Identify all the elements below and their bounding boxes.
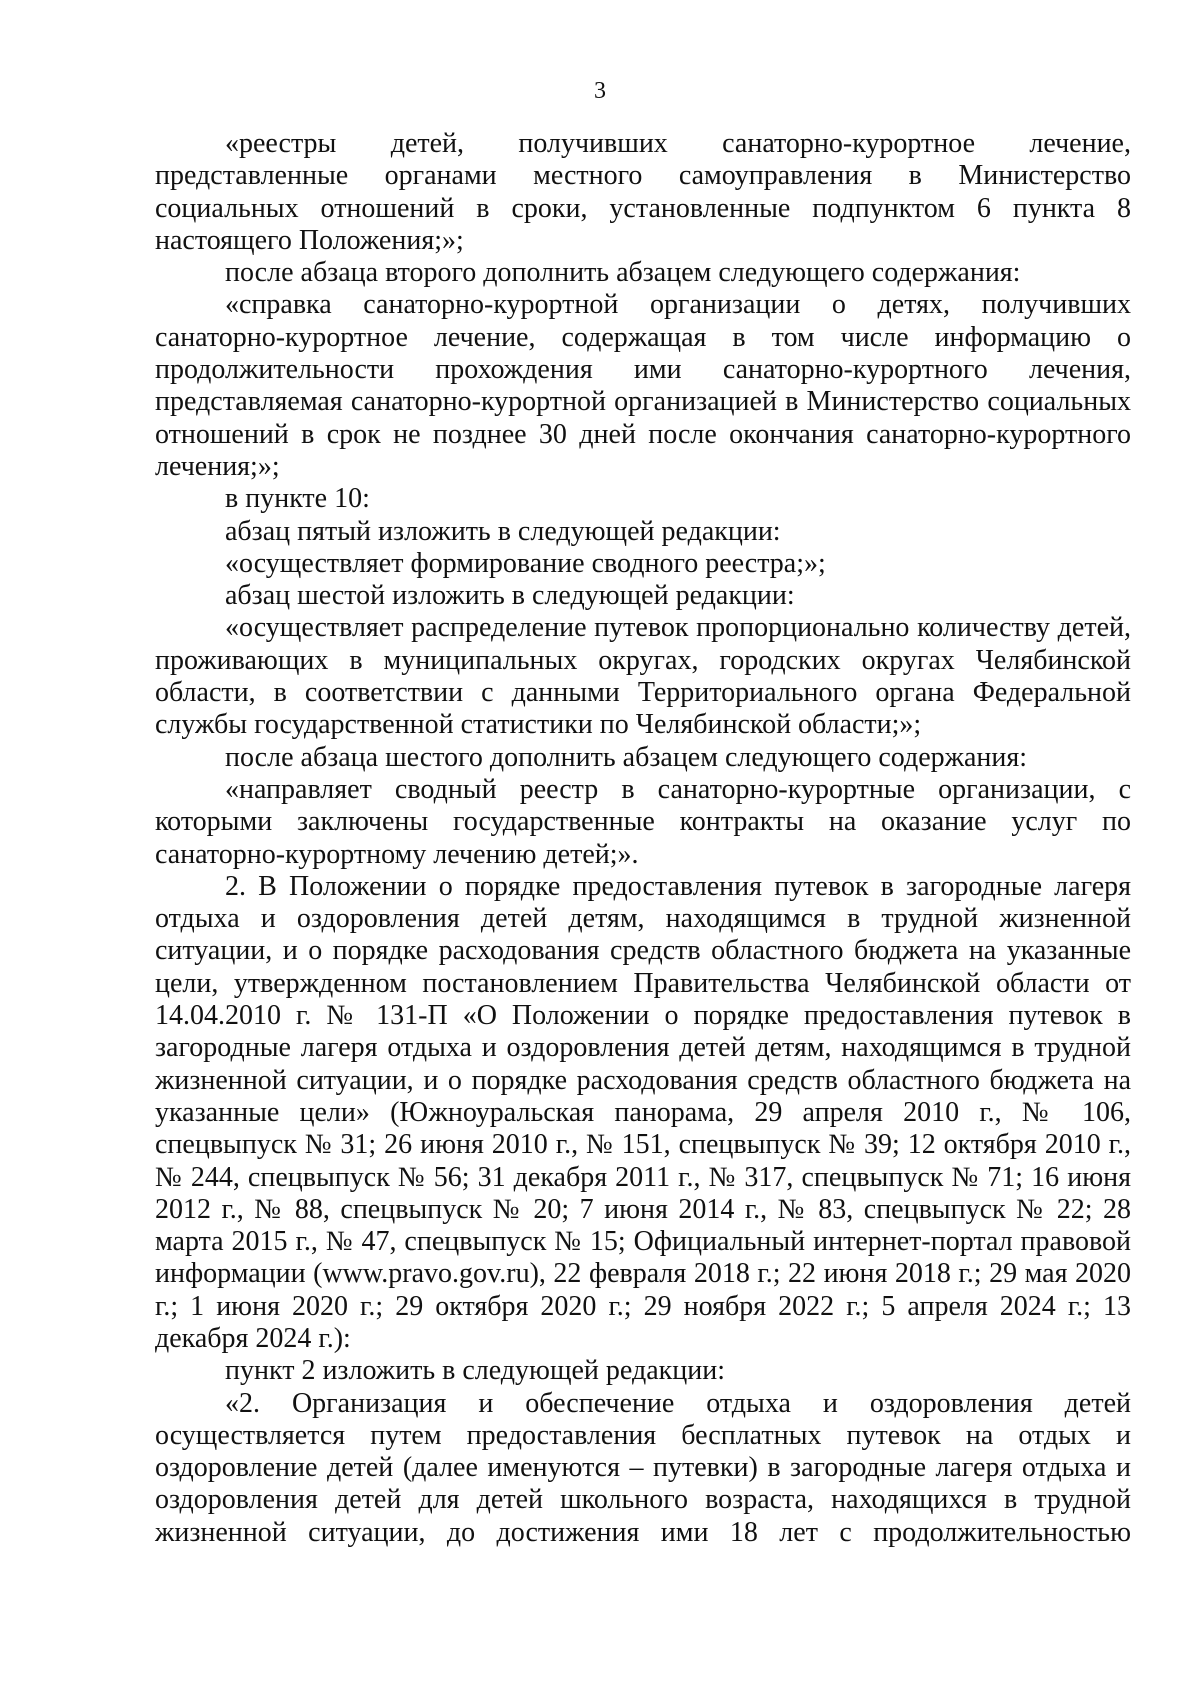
- text-line: «направляет сводный реестр в санаторно-курортные организации, с: [225, 773, 1131, 805]
- text-line: абзац пятый изложить в следующей редакции:: [225, 515, 781, 547]
- text-line: курортного лечения;»;: [155, 418, 1131, 482]
- text-line: «реестры детей, получивших санаторно-курортное лечение,: [225, 128, 1131, 159]
- text-line: ситуации, и о порядке расходования средств областного бюджета на указанные: [155, 935, 1131, 967]
- text-line: которыми заключены государственные контракты на оказание услуг по: [155, 806, 1131, 838]
- text-line: интернет-портал правовой информации (www.pravo.gov.ru), 22 февраля 2018 г.;: [155, 1226, 1132, 1290]
- text-line: после абзаца второго дополнить абзацем следующего содержания:: [225, 257, 1021, 289]
- paragraph: [155, 580, 1131, 612]
- text-line: 22 июня 2018 г.; 29 мая 2020 г.; 1 июня 2020 г.; 29 октября 2020 г.; 29 ноября: [155, 1258, 1131, 1322]
- text-line: Федеральной службы государственной статистики по Челябинской области;»;: [155, 677, 1131, 741]
- paragraph: [155, 548, 1131, 580]
- paragraph: [155, 483, 1131, 515]
- text-line: детей, проживающих в муниципальных округах, городских округах: [155, 612, 1131, 676]
- text-line: настоящего Положения;»;: [155, 224, 464, 256]
- paragraph: [155, 289, 1131, 483]
- text-line: «справка санаторно-курортной организации о детях, получивших: [225, 289, 1131, 321]
- text-line: оздоровления детей для детей школьного возраста, находящихся в трудной: [155, 1484, 1131, 1516]
- paragraph: [155, 612, 1131, 741]
- paragraph: [155, 257, 1131, 289]
- text-line: от 14.04.2010 г. № 131-П «О Положении о порядке предоставления путевок в: [155, 967, 1132, 1032]
- text-line: представляемая санаторно-курортной организацией в Министерство: [155, 386, 980, 418]
- paragraph: [155, 1355, 1131, 1387]
- text-line: жизненной ситуации, и о порядке расходования средств областного бюджета на: [155, 1064, 1131, 1096]
- paragraph: [155, 774, 1131, 871]
- text-line: санаторно-курортному лечению детей;».: [155, 838, 639, 870]
- text-line: «осуществляет формирование сводного реестра;»;: [225, 547, 826, 579]
- text-line: 2. В Положении о порядке предоставления путевок в загородные лагеря: [225, 870, 1131, 902]
- text-line: «2. Организация и обеспечение отдыха и оздоровления детей: [225, 1387, 1131, 1419]
- page-number: 3: [594, 78, 606, 104]
- text-line: социальных отношений в срок не позднее 30 дней после окончания санаторно-: [155, 386, 1131, 450]
- text-line: продолжительности прохождения ими санаторно-курортного лечения,: [155, 354, 1131, 386]
- paragraph: [155, 742, 1131, 774]
- text-line: указанные цели» (Южноуральская панорама, 29 апреля 2010 г., № 106,: [155, 1096, 1131, 1128]
- text-line: представленные органами местного самоуправления в Министерство: [155, 160, 1131, 192]
- text-line: 2010 г., № 244, спецвыпуск № 56; 31 декабря 2011 г., № 317, спецвыпуск № 71;: [155, 1129, 1132, 1193]
- text-line: оздоровление детей (далее именуются – путевки) в загородные лагеря отдыха и: [155, 1452, 1131, 1484]
- text-line: после абзаца шестого дополнить абзацем следующего содержания:: [225, 741, 1028, 773]
- text-line: жизненной ситуации, до достижения ими 18 лет с продолжительностью: [155, 1516, 1131, 1548]
- text-line: санаторно-курортное лечение, содержащая в том числе информацию о: [155, 321, 1131, 353]
- text-line: цели, утвержденном постановлением Правительства Челябинской области: [155, 967, 1090, 999]
- text-line: осуществляется путем предоставления бесплатных путевок на отдых и: [155, 1419, 1131, 1451]
- paragraph: [155, 871, 1131, 1355]
- paragraph: [155, 516, 1131, 548]
- text-line: спецвыпуск № 22; 28 марта 2015 г., № 47, спецвыпуск № 15; Официальный: [155, 1193, 1132, 1258]
- text-line: загородные лагеря отдыха и оздоровления детей детям, находящимся в трудной: [155, 1032, 1131, 1064]
- paragraph: [155, 1388, 1131, 1549]
- text-line: отдыха и оздоровления детей детям, находящимся в трудной жизненной: [155, 903, 1131, 935]
- text-line: абзац шестой изложить в следующей редакции:: [225, 580, 795, 612]
- paragraph: [155, 128, 1131, 257]
- text-line: 16 июня 2012 г., № 88, спецвыпуск № 20; 7 июня 2014 г., № 83,: [155, 1161, 1132, 1225]
- document-body: [155, 128, 1131, 1549]
- text-line: «осуществляет распределение путевок пропорционально количеству: [225, 612, 1050, 644]
- text-line: социальных отношений в сроки, установленные подпунктом 6 пункта 8: [155, 192, 1131, 224]
- text-line: Челябинской области, в соответствии с данными Территориального органа: [155, 644, 1132, 709]
- text-line: пункт 2 изложить в следующей редакции:: [225, 1355, 725, 1387]
- text-line: 2022 г.; 5 апреля 2024 г.; 13 декабря 2024 г.):: [155, 1290, 1131, 1354]
- text-line: спецвыпуск № 31; 26 июня 2010 г., № 151, спецвыпуск № 39; 12 октября: [155, 1129, 1037, 1161]
- text-line: в пункте 10:: [225, 483, 370, 515]
